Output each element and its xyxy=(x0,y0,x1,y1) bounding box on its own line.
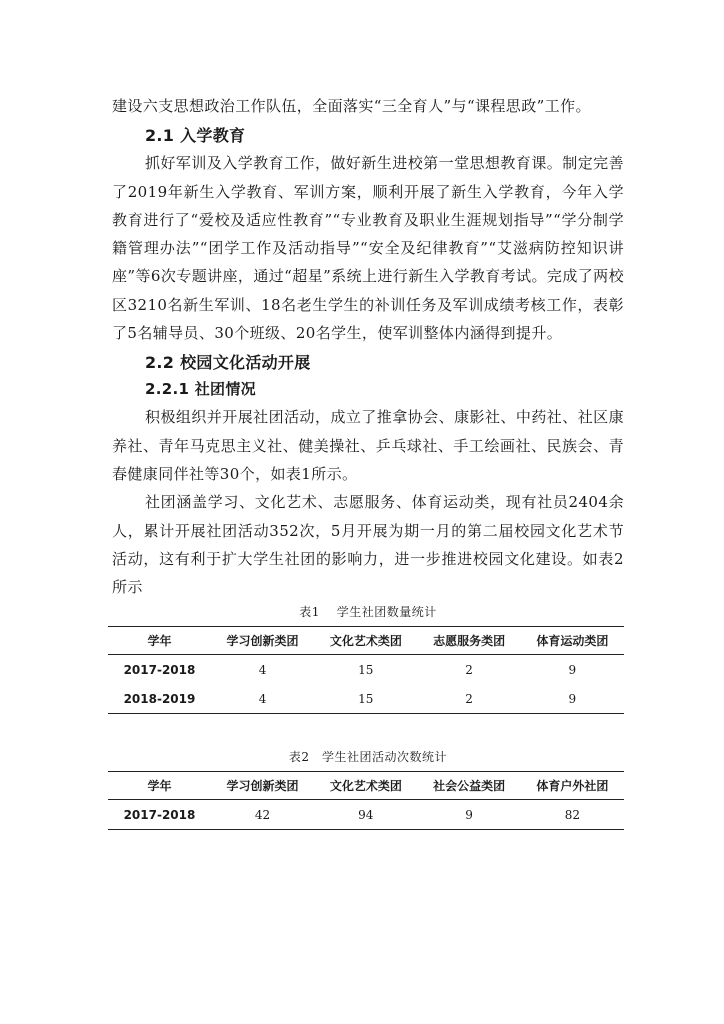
cell-year: 2017-2018 xyxy=(123,662,196,677)
cell-value: 2 xyxy=(417,684,520,714)
heading-2-2: 2.2 校园文化活动开展 xyxy=(145,353,311,373)
col-header-arts: 文化艺术类团 xyxy=(314,627,417,655)
table-header-row xyxy=(108,772,624,800)
cell-value: 9 xyxy=(417,800,520,830)
heading-2-2-1: 2.2.1 社团情况 xyxy=(145,380,256,399)
cell-value: 42 xyxy=(211,800,314,830)
paragraph-enrollment-education: 抓好军训及入学教育工作，做好新生进校第一堂思想教育课。制定完善了2019年新生入学教育、军训方案，顺利开展了新生入学教育，今年入学教育进行了“爱校及适应性教育”“专业教育及职业生涯规划指导”“学分制学籍管理办法”“团学工作及活动指导”“安全及纪律教育”“艾滋病防控知识讲座”等6次专题讲座，通过“超星”系统上进行新生入学教育考试。完成了两校区3210名新生军训、18名老生学生的补训任务及军训成绩考核工作，表彰了5名辅导员、30个班级、20名学生，使军训整体内涵得到提升。 xyxy=(112,154,624,343)
cell-year: 2018-2019 xyxy=(108,684,211,714)
col-header-volunteer: 志愿服务类团 xyxy=(417,627,520,655)
heading-2-1: 2.1 入学教育 xyxy=(145,126,246,146)
col-header-study: 学习创新类团 xyxy=(211,627,314,655)
cell-value: 15 xyxy=(314,684,417,714)
table-spacer xyxy=(112,714,624,746)
col-header-outdoor-sports: 体育户外社团 xyxy=(521,772,624,800)
cell-value: 15 xyxy=(358,662,374,677)
table-header-row xyxy=(108,627,624,655)
cell-year: 2017-2018 xyxy=(108,800,211,830)
paragraph-clubs: 积极组织并开展社团活动，成立了推拿协会、康影社、中药社、社区康养社、青年马克思主义社、健美操社、乒乓球社、手工绘画社、民族会、青春健康同伴社等30个，如表1所示。 xyxy=(112,408,624,483)
cell-value: 82 xyxy=(521,800,624,830)
document-body xyxy=(112,92,624,830)
cell-value: 9 xyxy=(568,662,577,677)
paragraph-club-activities: 社团涵盖学习、文化艺术、志愿服务、体育运动类，现有社员2404余人，累计开展社团活动352次，5月开展为期一月的第二届校园文化艺术节活动，这有利于扩大学生社团的影响力，进一步推进校园文化建设。如表2所示 xyxy=(112,493,624,597)
table-2 xyxy=(108,771,624,830)
table-row xyxy=(108,655,624,685)
table-2-caption: 表2 学生社团活动次数统计 xyxy=(288,750,448,765)
cell-value: 94 xyxy=(314,800,417,830)
col-header-year: 学年 xyxy=(108,772,211,800)
col-header-public-welfare: 社会公益类团 xyxy=(417,772,520,800)
cell-value: 4 xyxy=(211,684,314,714)
table-row xyxy=(108,684,624,714)
table-row xyxy=(108,800,624,830)
table-1 xyxy=(108,626,624,714)
cell-value: 2 xyxy=(465,662,473,677)
col-header-year: 学年 xyxy=(108,627,211,655)
col-header-sports: 体育运动类团 xyxy=(521,627,624,655)
col-header-arts: 文化艺术类团 xyxy=(314,772,417,800)
cell-value: 9 xyxy=(521,684,624,714)
cell-value: 4 xyxy=(258,662,267,677)
paragraph-intro: 建设六支思想政治工作队伍，全面落实“三全育人”与“课程思政”工作。 xyxy=(112,97,591,115)
col-header-study: 学习创新类团 xyxy=(211,772,314,800)
table-1-caption: 表1 学生社团数量统计 xyxy=(299,605,437,620)
